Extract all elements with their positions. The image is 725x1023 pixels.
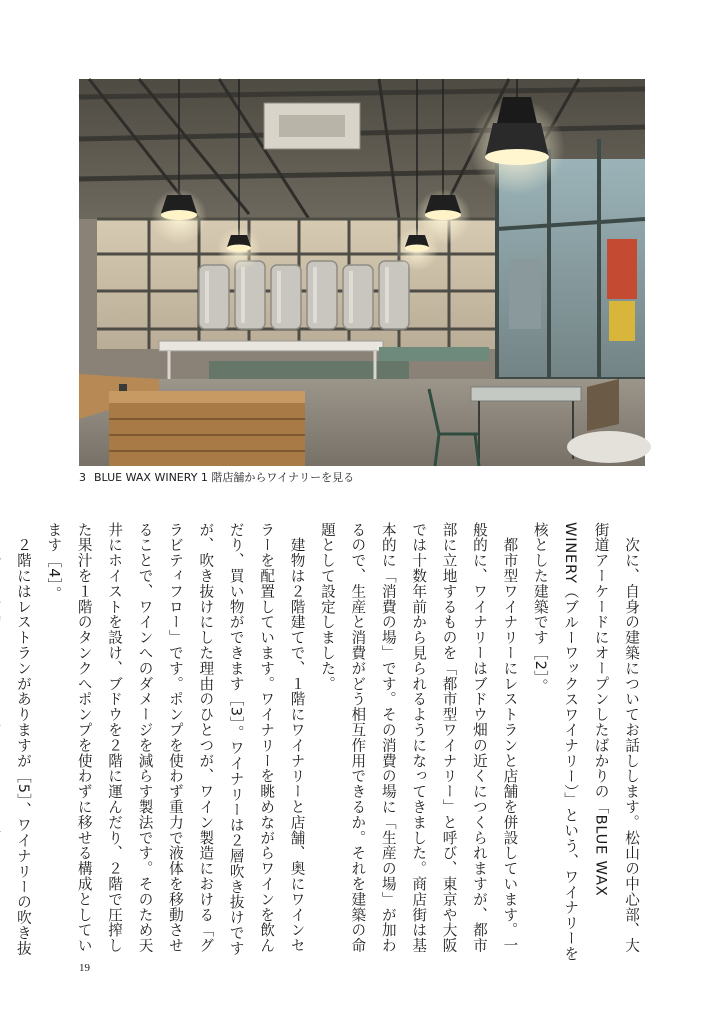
figure-photo-winery-interior xyxy=(79,79,645,466)
article-body xyxy=(14,522,646,962)
figure-number: 3 xyxy=(79,471,86,484)
figure-caption-text: BLUE WAX WINERY 1 階店舗からワイナリーを見る xyxy=(94,471,355,484)
paragraph: 建物は２階建てで、１階にワイナリーと店舗、奥にワインセラーを配置しています。ワイナリーを眺めながらワインを飲んだり、買い物ができます［3］。ワイナリーは２層吹き抜けですが、吹き抜けにした理由のひとつが、ワイン製造における「グラビティフロー」です。ポンプを使わず重力で液体を移動させることで、ワインへのダメージを減らす製法です。そのため天井にホイストを設け、ブドウを２階に運んだり、２階で圧搾した果汁を１階のタンクへポンプを使わずに移せる構成としています［4］。 xyxy=(45,522,306,956)
paragraph: ２階にはレストランがありますが［5］、ワイナリーの吹き抜 xyxy=(14,537,32,956)
paragraph: 次に、自身の建築についてお話しします。松山の中心部、大街道アーケードにオープンしたばかりの「BLUE WAX WINERY（ブルーワックスワイナリー）」という、ワイナリーを核とした建築です［2］。 xyxy=(531,522,640,962)
page-number: 19 xyxy=(79,962,90,974)
paragraph: 都市型ワイナリーにレストランと店舗を併設しています。一般的に、ワイナリーはブドウ畑の近くにつくられますが、都市部に立地するものを「都市型ワイナリー」と呼び、東京や大阪では十数年前から見られるようになってきました。商店街は基本的に「消費の場」です。その消費の場に「生産の場」が加わるので、生産と消費がどう相互作用できるか。それを建築の命題として設定しました。 xyxy=(318,522,519,954)
figure-caption xyxy=(79,470,354,486)
